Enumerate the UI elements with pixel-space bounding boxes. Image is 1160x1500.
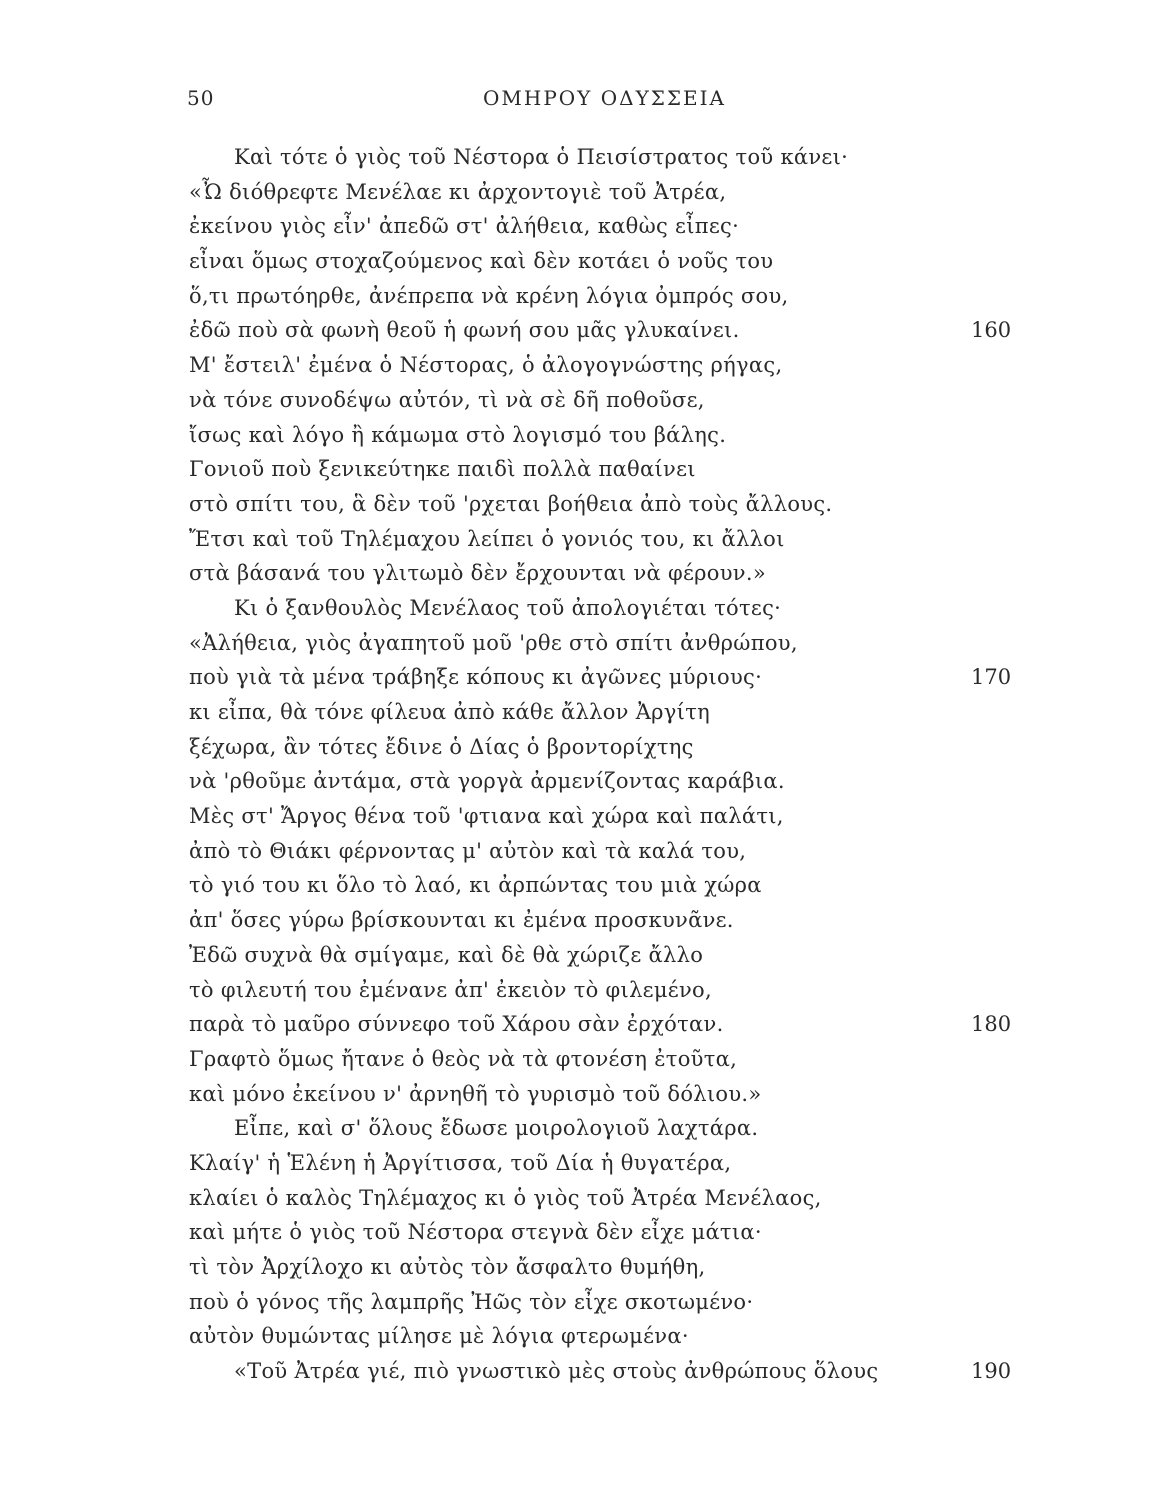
verse-line bbox=[0, 834, 1160, 869]
verse-line bbox=[0, 1146, 1160, 1181]
verse-text: «Ἀλήθεια, γιὸς ἀγαπητοῦ μοῦ 'ρθε στὸ σπίτι ἀνθρώπου, bbox=[189, 630, 798, 655]
verse-line bbox=[0, 903, 1160, 938]
verse-text: Καὶ τότε ὁ γιὸς τοῦ Νέστορα ὁ Πεισίστρατος τοῦ κάνει· bbox=[234, 145, 849, 169]
verse-line bbox=[0, 764, 1160, 799]
verse-text: καὶ μήτε ὁ γιὸς τοῦ Νέστορα στεγνὰ δὲν εἶχε μάτια· bbox=[189, 1220, 762, 1245]
verse-line bbox=[0, 591, 1160, 626]
verse-text: Γραφτὸ ὅμως ἤτανε ὁ θεὸς νὰ τὰ φτονέση ἐτοῦτα, bbox=[189, 1046, 738, 1071]
verse-line bbox=[0, 660, 1160, 695]
verse-line bbox=[0, 973, 1160, 1008]
verse-block bbox=[0, 140, 1160, 1389]
verse-line bbox=[0, 938, 1160, 973]
verse-line bbox=[0, 209, 1160, 244]
verse-line bbox=[0, 626, 1160, 661]
verse-text: εἶναι ὅμως στοχαζούμενος καὶ δὲν κοτάει ὁ νοῦς του bbox=[189, 249, 774, 274]
verse-text: στὸ σπίτι του, ἃ δὲν τοῦ 'ρχεται βοήθεια ἀπὸ τοὺς ἄλλους. bbox=[189, 491, 833, 516]
verse-text: κι εἶπα, θὰ τόνε φίλευα ἀπὸ κάθε ἄλλον Ἀργίτη bbox=[189, 700, 710, 724]
line-number: 180 bbox=[971, 1012, 1012, 1037]
verse-text: ἀπ' ὅσες γύρω βρίσκουνται κι ἐμένα προσκυνᾶνε. bbox=[189, 908, 734, 933]
verse-line bbox=[0, 1285, 1160, 1320]
verse-text: καὶ μόνο ἐκείνου ν' ἀρνηθῆ τὸ γυρισμὸ τοῦ δόλιου.» bbox=[189, 1081, 762, 1106]
verse-line bbox=[0, 1042, 1160, 1077]
verse-line bbox=[0, 175, 1160, 210]
verse-text: Ἔτσι καὶ τοῦ Τηλέμαχου λείπει ὁ γονιός του, κι ἄλλοι bbox=[189, 526, 785, 551]
verse-line bbox=[0, 279, 1160, 314]
running-title: ΟΜΗΡΟΥ ΟΔΥΣΣΕΙΑ bbox=[483, 86, 726, 110]
verse-line bbox=[0, 348, 1160, 383]
verse-line bbox=[0, 1007, 1160, 1042]
verse-line bbox=[0, 868, 1160, 903]
line-number: 170 bbox=[971, 665, 1012, 690]
verse-text: Μ' ἔστειλ' ἐμένα ὁ Νέστορας, ὁ ἀλογογνώστης ρήγας, bbox=[189, 353, 783, 378]
verse-text: Ἐδῶ συχνὰ θὰ σμίγαμε, καὶ δὲ θὰ χώριζε ἄλλο bbox=[189, 942, 704, 967]
verse-line bbox=[0, 556, 1160, 591]
verse-line bbox=[0, 522, 1160, 557]
verse-line bbox=[0, 695, 1160, 730]
verse-text: Κλαίγ' ἡ Ἑλένη ἡ Ἀργίτισσα, τοῦ Δία ἡ θυγατέρα, bbox=[189, 1150, 732, 1175]
verse-text: στὰ βάσανά του γλιτωμὸ δὲν ἔρχουνται νὰ φέρουν.» bbox=[189, 561, 767, 586]
verse-line bbox=[0, 140, 1160, 175]
verse-line bbox=[0, 1319, 1160, 1354]
verse-line bbox=[0, 313, 1160, 348]
verse-line bbox=[0, 418, 1160, 453]
page-number: 50 bbox=[187, 86, 215, 110]
verse-line bbox=[0, 730, 1160, 765]
verse-text: παρὰ τὸ μαῦρο σύννεφο τοῦ Χάρου σὰν ἐρχόταν. bbox=[189, 1012, 724, 1037]
verse-text: ποὺ γιὰ τὰ μένα τράβηξε κόπους κι ἀγῶνες μύριους· bbox=[189, 665, 763, 690]
verse-text: νὰ 'ρθοῦμε ἀντάμα, στὰ γοργὰ ἀρμενίζοντας καράβια. bbox=[189, 769, 785, 794]
verse-line bbox=[0, 1181, 1160, 1216]
verse-text: τὶ τὸν Ἀρχίλοχο κι αὐτὸς τὸν ἄσφαλτο θυμήθη, bbox=[189, 1255, 706, 1279]
verse-text: Κι ὁ ξανθουλὸς Μενέλαος τοῦ ἀπολογιέται τότες· bbox=[234, 595, 782, 620]
line-number: 160 bbox=[971, 318, 1012, 343]
verse-text: ὅ,τι πρωτόηρθε, ἀνέπρεπα νὰ κρένη λόγια ὀμπρός σου, bbox=[189, 283, 789, 308]
verse-text: τὸ φιλευτή του ἐμένανε ἀπ' ἐκειὸν τὸ φιλεμένο, bbox=[189, 977, 712, 1002]
verse-text: νὰ τόνε συνοδέψω αὐτόν, τὶ νὰ σὲ δῆ ποθοῦσε, bbox=[189, 387, 705, 412]
verse-line bbox=[0, 487, 1160, 522]
verse-line bbox=[0, 1354, 1160, 1389]
verse-line bbox=[0, 1250, 1160, 1285]
verse-text: Εἶπε, καὶ σ' ὅλους ἔδωσε μοιρολογιοῦ λαχτάρα. bbox=[234, 1116, 759, 1141]
verse-line bbox=[0, 244, 1160, 279]
verse-text: κλαίει ὁ καλὸς Τηλέμαχος κι ὁ γιὸς τοῦ Ἀτρέα Μενέλαος, bbox=[189, 1185, 822, 1210]
verse-text: «Ὦ διόθρεφτε Μενέλαε κι ἀρχοντογιὲ τοῦ Ἀτρέα, bbox=[189, 179, 727, 204]
verse-text: ποὺ ὁ γόνος τῆς λαμπρῆς Ἠῶς τὸν εἶχε σκοτωμένο· bbox=[189, 1289, 754, 1314]
verse-text: Γονιοῦ ποὺ ξενικεύτηκε παιδὶ πολλὰ παθαίνει bbox=[189, 457, 696, 482]
verse-text: ἐδῶ ποὺ σὰ φωνὴ θεοῦ ἡ φωνή σου μᾶς γλυκαίνει. bbox=[189, 318, 740, 343]
verse-line bbox=[0, 1111, 1160, 1146]
verse-text: ἴσως καὶ λόγο ἢ κάμωμα στὸ λογισμό του βάλης. bbox=[189, 422, 727, 447]
verse-text: ἐκείνου γιὸς εἶν' ἀπεδῶ στ' ἀλήθεια, καθὼς εἶπες· bbox=[189, 214, 740, 239]
verse-text: «Τοῦ Ἀτρέα γιέ, πιὸ γνωστικὸ μὲς στοὺς ἀνθρώπους ὅλους bbox=[234, 1359, 879, 1384]
verse-text: Μὲς στ' Ἄργος θένα τοῦ 'φτιανα καὶ χώρα καὶ παλάτι, bbox=[189, 804, 784, 829]
verse-text: τὸ γιό του κι ὅλο τὸ λαό, κι ἀρπώντας του μιὰ χώρα bbox=[189, 873, 762, 898]
verse-line bbox=[0, 452, 1160, 487]
verse-line bbox=[0, 799, 1160, 834]
verse-text: αὐτὸν θυμώντας μίλησε μὲ λόγια φτερωμένα· bbox=[189, 1324, 689, 1349]
verse-line bbox=[0, 383, 1160, 418]
verse-line bbox=[0, 1077, 1160, 1112]
verse-text: ξέχωρα, ἂν τότες ἔδινε ὁ Δίας ὁ βροντορίχτης bbox=[189, 734, 694, 759]
verse-line bbox=[0, 1215, 1160, 1250]
line-number: 190 bbox=[971, 1359, 1012, 1384]
verse-text: ἀπὸ τὸ Θιάκι φέρνοντας μ' αὐτὸν καὶ τὰ καλά του, bbox=[189, 838, 747, 863]
